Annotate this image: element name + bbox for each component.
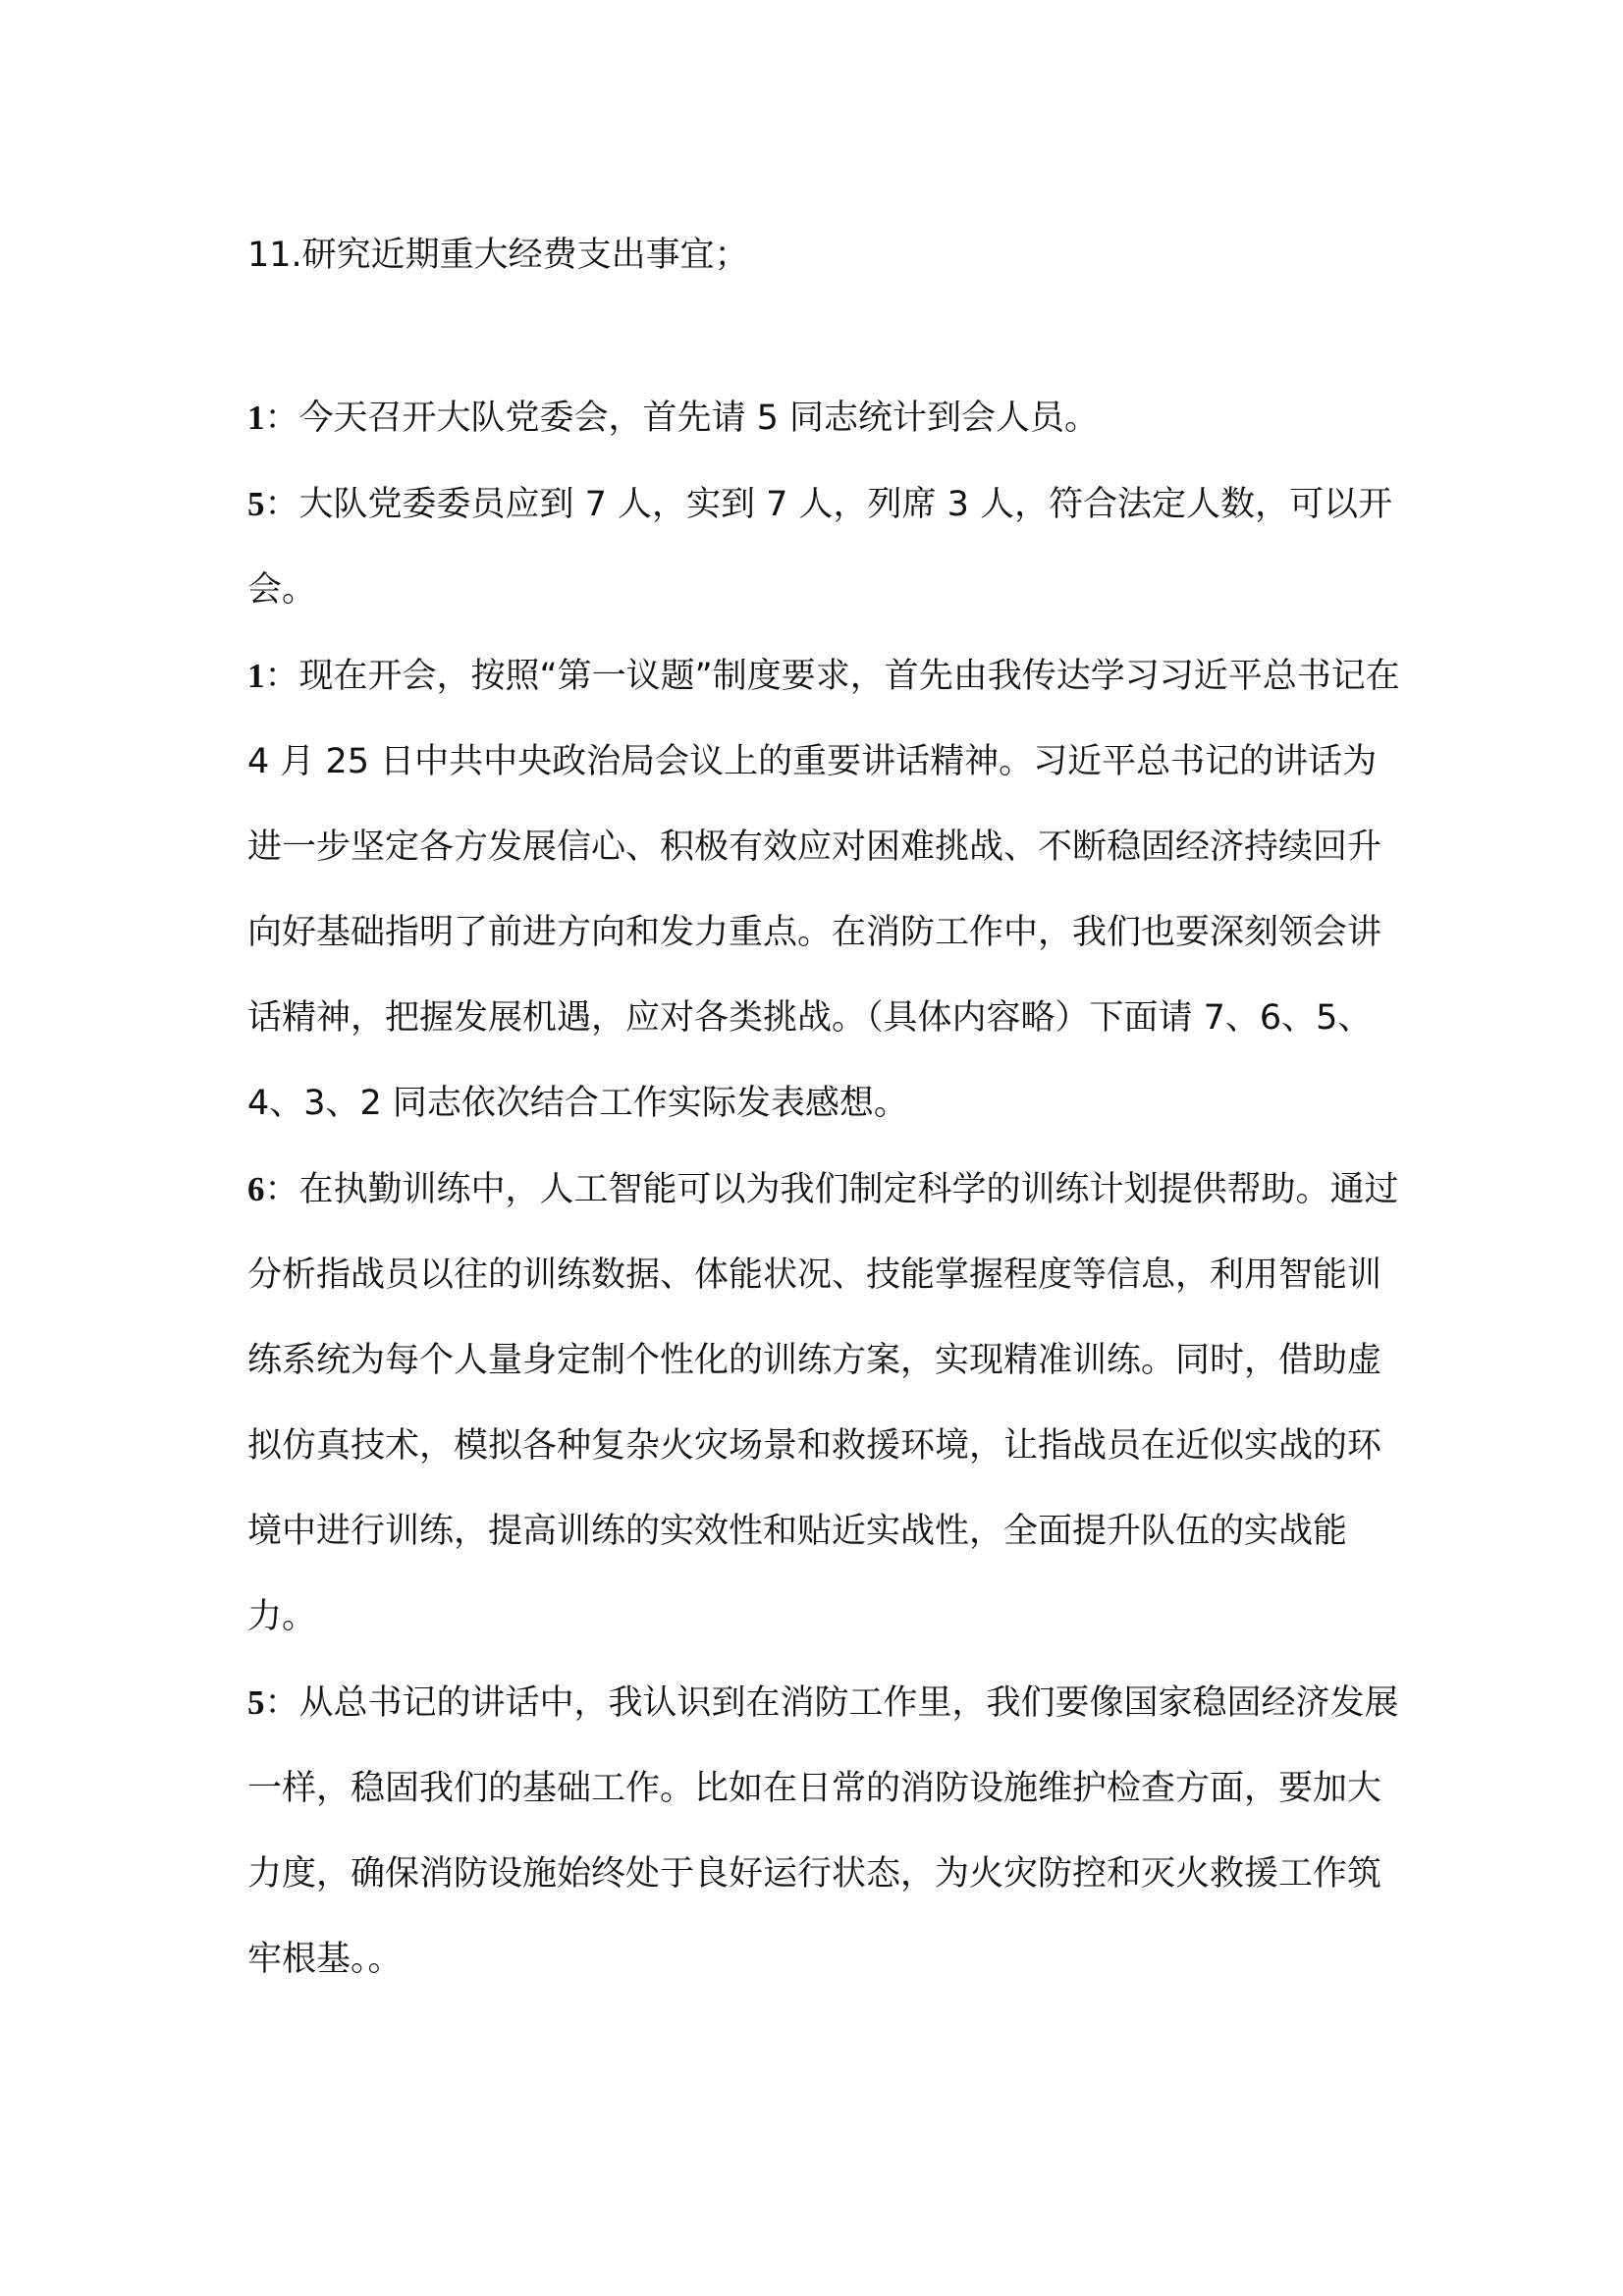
paragraph-text: 在执勤训练中，人工智能可以为我们制定科学的训练计划提供帮助。通过分析指战员以往的训练数据、体能状况、技能掌握程度等信息，利用智能训练系统为每个人量身定制个性化的训练方案，实现精准训练。同时，借助虚拟仿真技术，模拟各种复杂火灾场景和救援环境，让指战员在近似实战的环境中进行训练，提高训练的实效性和贴近实战性，全面提升队伍的实战能力。 bbox=[247, 1170, 1399, 1636]
speaker-label: 5 bbox=[247, 1683, 265, 1722]
paragraph-text: 现在开会，按照“第一议题”制度要求，首先由我传达学习习近平总书记在 4 月 25 日中共中央政治局会议上的重要讲话精神。习近平总书记的讲话为进一步坚定各方发展信心、积极有效应对困难挑战、不断稳固经济持续回升向好基础指明了前进方向和发力重点。在消防工作中，我们也要深刻领会讲话精神，把握发展机遇，应对各类挑战。（具体内容略）下面请 7、6、5、4、3、2 同志依次结合工作实际发表感想。 bbox=[247, 657, 1400, 1123]
speaker-separator: ： bbox=[264, 399, 299, 438]
paragraph-text: 大队党委委员应到 7 人，实到 7 人，列席 3 人，符合法定人数，可以开会。 bbox=[247, 485, 1393, 610]
speaker-separator: ： bbox=[264, 1170, 299, 1209]
agenda-item-heading: 11.研究近期重大经费支出事宜； bbox=[247, 236, 749, 275]
speaker-label: 1 bbox=[247, 399, 265, 437]
speaker-separator: ： bbox=[264, 485, 299, 524]
paragraph-text: 从总书记的讲话中，我认识到在消防工作里，我们要像国家稳固经济发展一样，稳固我们的基础工作。比如在日常的消防设施维护检查方面，要加大力度，确保消防设施始终处于良好运行状态，为火灾防控和灭火救援工作筑牢根基。。 bbox=[247, 1683, 1399, 1979]
minutes-paragraph bbox=[247, 375, 1404, 461]
speaker-label: 5 bbox=[247, 485, 265, 523]
speaker-label: 6 bbox=[247, 1170, 265, 1208]
minutes-paragraph bbox=[247, 633, 1404, 1147]
meeting-minutes-body bbox=[247, 375, 1404, 2002]
minutes-paragraph bbox=[247, 461, 1404, 633]
speaker-separator: ： bbox=[264, 1683, 299, 1723]
speaker-separator: ： bbox=[264, 657, 299, 696]
minutes-paragraph bbox=[247, 1147, 1404, 1660]
minutes-paragraph bbox=[247, 1660, 1404, 2002]
paragraph-text: 今天召开大队党委会，首先请 5 同志统计到会人员。 bbox=[298, 399, 1100, 438]
speaker-label: 1 bbox=[247, 657, 265, 695]
